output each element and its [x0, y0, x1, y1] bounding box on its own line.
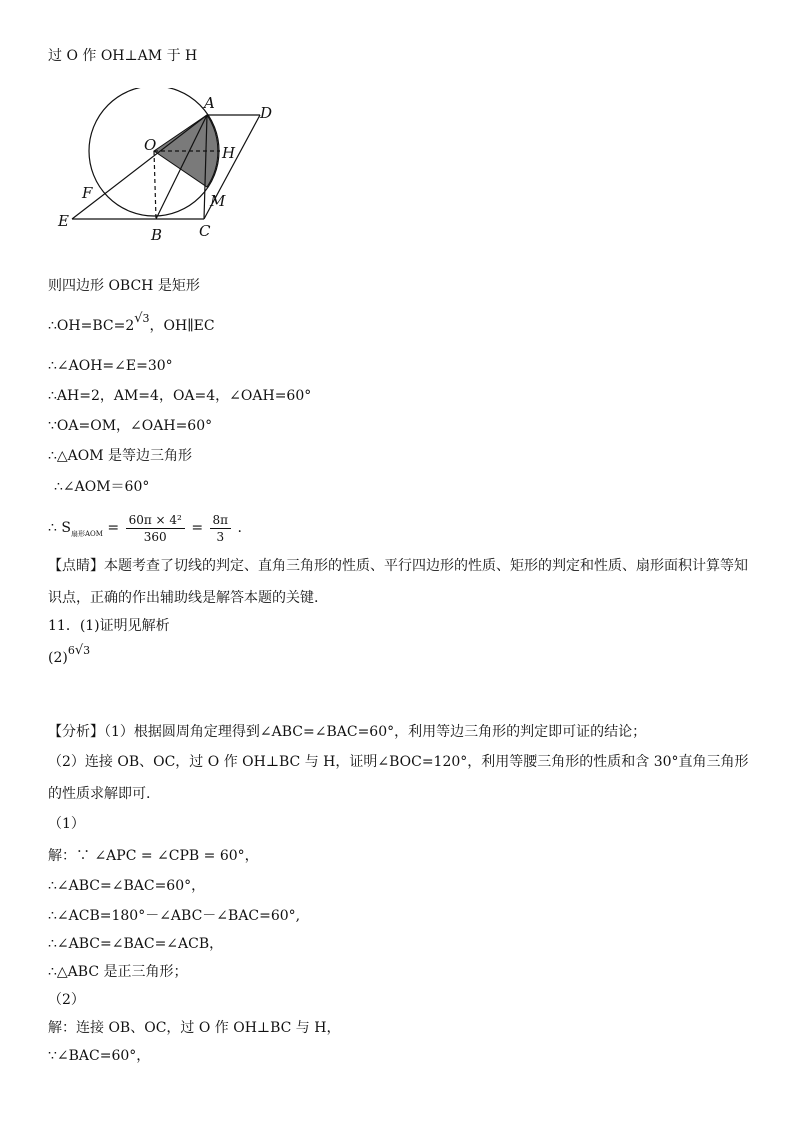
area-subscript: 扇形AOM: [70, 530, 103, 538]
label-h: H: [222, 144, 236, 162]
q11-2-answer: 6√3: [67, 643, 91, 658]
fenxi-line-1: 【分析】（1）根据圆周角定理得到∠ABC=∠BAC=60°，利用等边三角形的判定即可证的结论；: [48, 724, 647, 740]
text-line-intro: 过 O 作 OH⊥AM 于 H: [48, 48, 198, 64]
part-1-label: （1）: [48, 816, 85, 832]
label-b: B: [151, 226, 163, 244]
text-line-ah: ∴AH=2，AM=4，OA=4，∠OAH=60°: [48, 388, 312, 404]
label-e: E: [58, 212, 69, 230]
text-line-angle-aoh: ∴∠AOH=∠E=30°: [48, 358, 173, 374]
fraction-1-num: 60π × 4²: [126, 512, 185, 529]
fraction-1: [126, 512, 185, 545]
area-formula: ∴ $S_{扇形AOM}$ = $\frac{\text{60π × 4²}}{360}$ = $\frac{8\pi}{3}$ .: [48, 512, 242, 544]
question-11: 11．(1)证明见解析: [48, 618, 170, 634]
text-line-rect: 则四边形 OBCH 是矩形: [48, 278, 200, 294]
fraction-2: [210, 512, 232, 545]
fraction-2-den: 3: [216, 529, 225, 544]
q11-2-coef: 6: [67, 644, 75, 657]
label-o: O: [144, 136, 157, 154]
solution-1-line-5: ∴△ABC 是正三角形；: [48, 964, 188, 980]
oh-part-b: ，OH∥EC: [149, 318, 215, 334]
label-d: D: [260, 104, 273, 122]
question-11-part-2: [48, 643, 91, 669]
oh-root: 3: [142, 312, 150, 325]
oh-sqrt: √3: [134, 311, 150, 326]
fraction-2-num: 8π: [210, 512, 232, 529]
label-f: F: [82, 184, 93, 202]
dianjing-paragraph: 【点睛】本题考查了切线的判定、直角三角形的性质、平行四边形的性质、矩形的判定和性质、扇形面积计算等知识点，正确的作出辅助线是解答本题的关键.: [48, 558, 748, 606]
solution-1-line-1: 解：∵ ∠APC = ∠CPB = 60°，: [48, 848, 259, 864]
solution-2-line-2: ∵∠BAC=60°，: [48, 1048, 151, 1064]
solution-1-line-4: ∴∠ABC=∠BAC=∠ACB，: [48, 936, 224, 952]
part-2-label: （2）: [48, 992, 85, 1008]
fraction-1-den: 360: [143, 529, 167, 544]
text-line-equilateral: ∴△AOM 是等边三角形: [48, 448, 193, 464]
area-prefix: ∴ S: [48, 520, 71, 536]
oh-part-a: ∴OH=BC=2: [48, 318, 135, 334]
q11-2-prefix: (2): [48, 650, 68, 666]
solution-2-line-1: 解：连接 OB、OC，过 O 作 OH⊥BC 与 H，: [48, 1020, 341, 1036]
q11-2-root: 3: [83, 644, 91, 657]
solution-1-line-2: ∴∠ABC=∠BAC=60°，: [48, 878, 206, 894]
label-a: A: [204, 94, 215, 112]
label-c: C: [199, 222, 211, 240]
geometry-figure: [50, 88, 290, 248]
text-line-oh: [48, 311, 215, 337]
dashed-ob: [154, 151, 156, 219]
label-m: M: [210, 192, 226, 210]
solution-1-line-3: ∴∠ACB=180°－∠ABC－∠BAC=60°,: [48, 908, 301, 924]
fenxi-line-2: （2）连接 OB、OC，过 O 作 OH⊥BC 与 H，证明∠BOC=120°，利用等腰三角形的性质和含 30°直角三角形的性质求解即可.: [48, 754, 749, 802]
text-line-oa-om: ∵OA=OM，∠OAH=60°: [48, 418, 213, 434]
text-line-aom: ∴∠AOM＝60°: [54, 479, 150, 495]
